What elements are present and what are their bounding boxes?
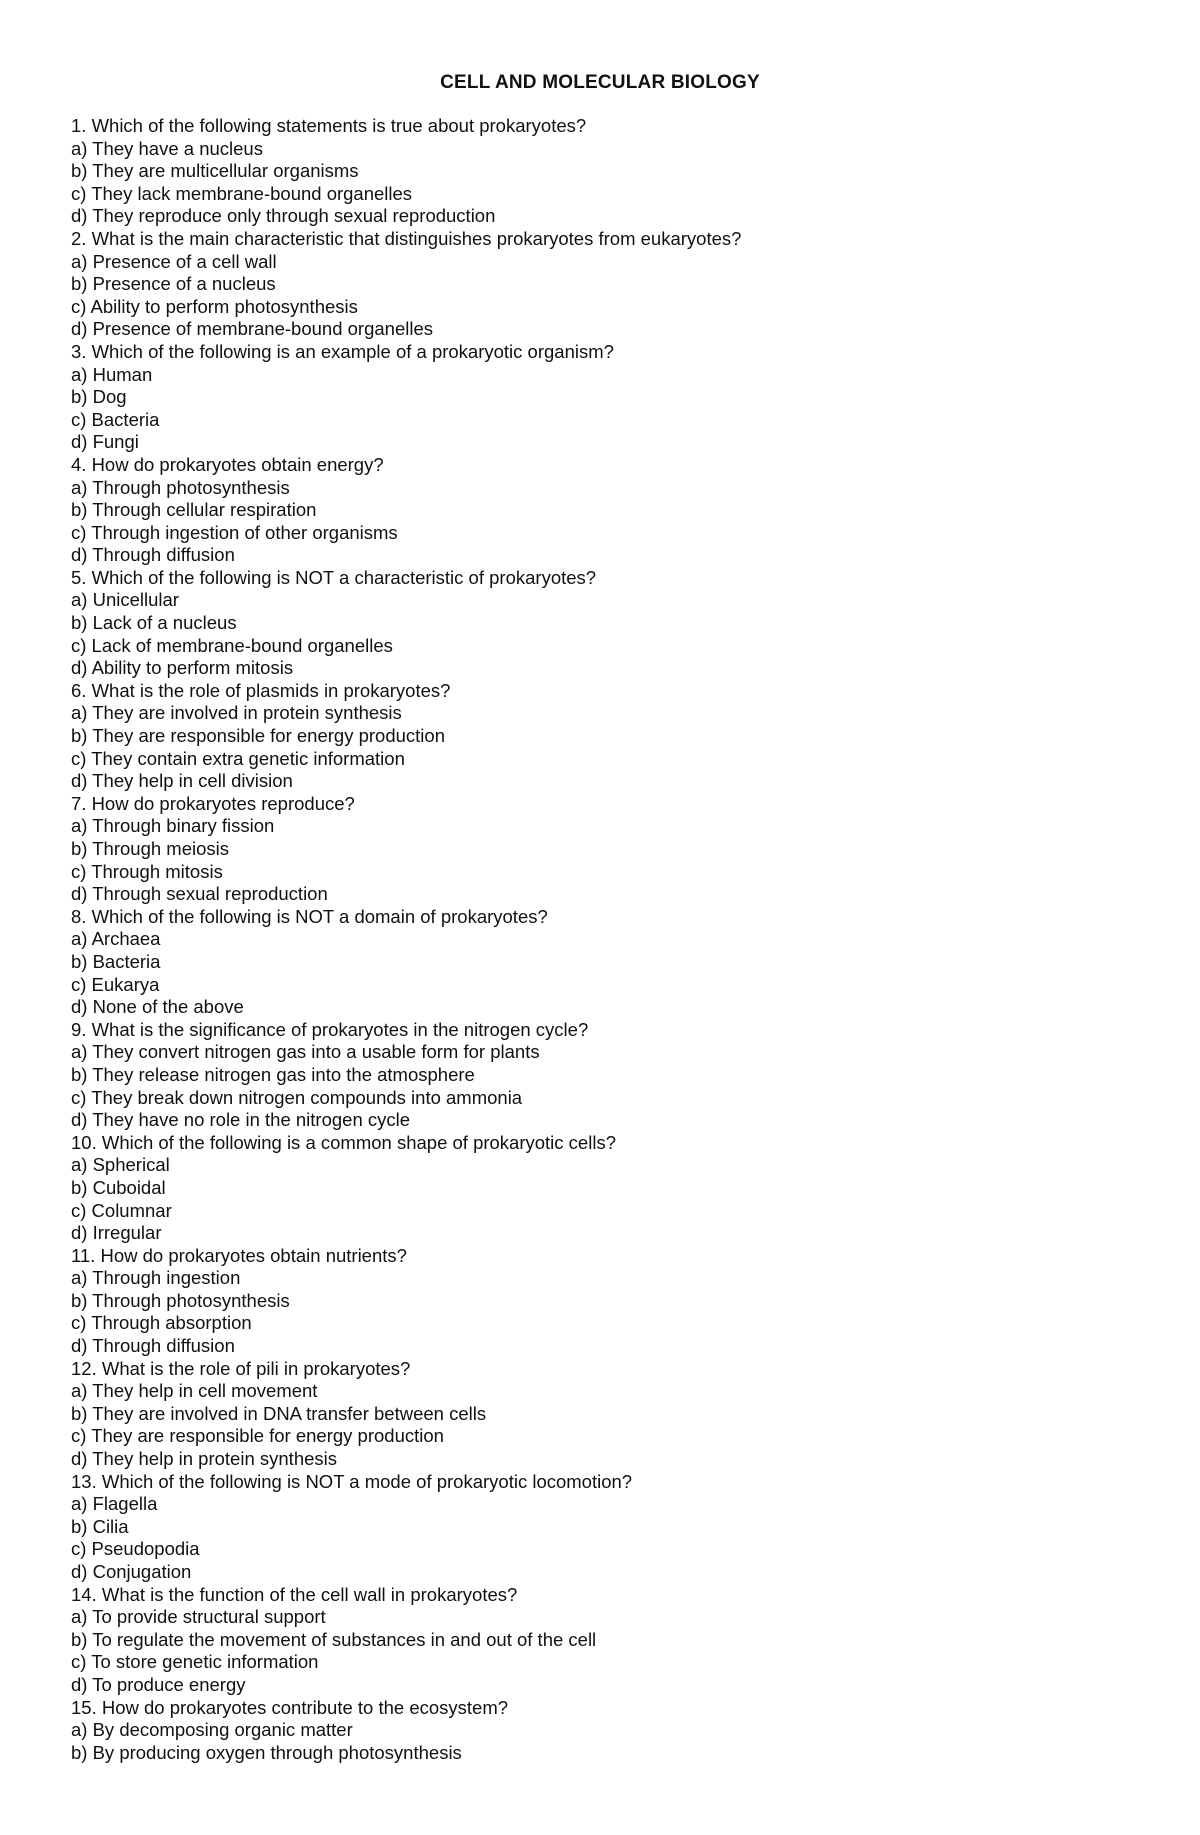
answer-option: d) Fungi	[71, 431, 139, 453]
question-block	[71, 567, 1131, 680]
answer-option: b) Lack of a nucleus	[71, 612, 237, 634]
answer-option: c) They are responsible for energy production	[71, 1425, 444, 1447]
question-list	[71, 115, 1131, 1764]
question-block	[71, 341, 1131, 454]
question-block	[71, 793, 1131, 906]
question-block	[71, 1471, 1131, 1584]
answer-option: a) They help in cell movement	[71, 1380, 318, 1402]
answer-option: c) They lack membrane-bound organelles	[71, 182, 413, 204]
answer-option: d) Through sexual reproduction	[71, 883, 328, 905]
answer-option: a) Flagella	[71, 1493, 158, 1515]
question-text: 6. What is the role of plasmids in prokaryotes?	[71, 679, 451, 701]
answer-option: b) Dog	[71, 386, 127, 408]
question-text: 7. How do prokaryotes reproduce?	[71, 792, 355, 814]
question-text: 1. Which of the following statements is true about prokaryotes?	[71, 115, 587, 136]
question-block	[71, 228, 1131, 341]
answer-option: b) Through cellular respiration	[71, 499, 317, 521]
answer-option: c) Through mitosis	[71, 860, 223, 882]
answer-option: a) They are involved in protein synthesis	[71, 702, 402, 724]
answer-option: d) Conjugation	[71, 1561, 192, 1582]
answer-option: a) Unicellular	[71, 589, 179, 611]
answer-option: a) They convert nitrogen gas into a usable form for plants	[71, 1041, 540, 1063]
answer-option: c) Bacteria	[71, 408, 160, 430]
answer-option: b) Through photosynthesis	[71, 1289, 290, 1311]
answer-option: b) To regulate the movement of substances in and out of the cell	[71, 1628, 597, 1650]
answer-option: a) To provide structural support	[71, 1606, 326, 1628]
question-block	[71, 680, 1131, 793]
question-text: 2. What is the main characteristic that distinguishes prokaryotes from eukaryotes?	[71, 227, 742, 249]
question-block	[71, 1584, 1131, 1697]
question-text: 12. What is the role of pili in prokaryotes?	[71, 1357, 411, 1379]
answer-option: c) Pseudopodia	[71, 1538, 200, 1560]
question-text: 9. What is the significance of prokaryotes in the nitrogen cycle?	[71, 1018, 589, 1040]
answer-option: a) Through binary fission	[71, 815, 275, 837]
question-text: 8. Which of the following is NOT a domain of prokaryotes?	[71, 905, 548, 927]
answer-option: d) They have no role in the nitrogen cycle	[71, 1109, 411, 1131]
question-text: 14. What is the function of the cell wall in prokaryotes?	[71, 1583, 518, 1605]
answer-option: d) Ability to perform mitosis	[71, 657, 294, 679]
answer-option: a) Spherical	[71, 1154, 170, 1176]
answer-option: c) Lack of membrane-bound organelles	[71, 634, 393, 656]
answer-option: d) To produce energy	[71, 1673, 246, 1695]
answer-option: d) None of the above	[71, 996, 244, 1018]
answer-option: b) They are responsible for energy production	[71, 725, 445, 747]
answer-option: a) By decomposing organic matter	[71, 1719, 353, 1741]
question-text: 5. Which of the following is NOT a characteristic of prokaryotes?	[71, 566, 597, 588]
answer-option: a) Presence of a cell wall	[71, 250, 277, 272]
answer-option: c) They break down nitrogen compounds into ammonia	[71, 1086, 523, 1108]
answer-option: c) They contain extra genetic information	[71, 747, 405, 769]
answer-option: a) Through ingestion	[71, 1267, 241, 1289]
question-text: 13. Which of the following is NOT a mode of prokaryotic locomotion?	[71, 1470, 633, 1492]
answer-option: b) Cilia	[71, 1515, 129, 1537]
question-block	[71, 906, 1131, 1019]
answer-option: d) They help in cell division	[71, 770, 293, 792]
answer-option: d) Presence of membrane-bound organelles	[71, 318, 433, 340]
answer-option: d) Through diffusion	[71, 544, 235, 566]
answer-option: b) Through meiosis	[71, 838, 230, 859]
question-block	[71, 1697, 1131, 1765]
answer-option: c) Ability to perform photosynthesis	[71, 295, 358, 317]
question-text: 3. Which of the following is an example of a prokaryotic organism?	[71, 340, 614, 362]
question-block	[71, 1245, 1131, 1358]
question-text: 15. How do prokaryotes contribute to the ecosystem?	[71, 1696, 509, 1718]
answer-option: c) Eukarya	[71, 973, 160, 995]
answer-option: d) Through diffusion	[71, 1335, 235, 1357]
answer-option: b) They are involved in DNA transfer between cells	[71, 1402, 487, 1424]
answer-option: c) Columnar	[71, 1199, 172, 1221]
question-block	[71, 1132, 1131, 1245]
question-block	[71, 1019, 1131, 1132]
answer-option: c) To store genetic information	[71, 1651, 319, 1673]
answer-option: b) By producing oxygen through photosynthesis	[71, 1741, 462, 1763]
answer-option: d) Irregular	[71, 1222, 162, 1244]
question-block	[71, 115, 1131, 228]
answer-option: a) Human	[71, 363, 153, 385]
answer-option: d) They help in protein synthesis	[71, 1448, 338, 1470]
answer-option: a) Through photosynthesis	[71, 476, 290, 498]
question-block	[71, 454, 1131, 567]
question-text: 11. How do prokaryotes obtain nutrients?	[71, 1244, 407, 1266]
answer-option: c) Through ingestion of other organisms	[71, 521, 398, 543]
question-text: 10. Which of the following is a common shape of prokaryotic cells?	[71, 1131, 616, 1153]
question-text: 4. How do prokaryotes obtain energy?	[71, 453, 384, 475]
question-block	[71, 1358, 1131, 1471]
answer-option: b) Cuboidal	[71, 1176, 166, 1198]
answer-option: b) Presence of a nucleus	[71, 273, 276, 295]
answer-option: a) They have a nucleus	[71, 137, 263, 159]
answer-option: b) They are multicellular organisms	[71, 160, 359, 182]
page-title: CELL AND MOLECULAR BIOLOGY	[440, 72, 760, 93]
answer-option: b) They release nitrogen gas into the atmosphere	[71, 1063, 475, 1085]
answer-option: c) Through absorption	[71, 1312, 252, 1334]
answer-option: b) Bacteria	[71, 950, 161, 972]
answer-option: d) They reproduce only through sexual reproduction	[71, 205, 496, 227]
answer-option: a) Archaea	[71, 928, 161, 950]
